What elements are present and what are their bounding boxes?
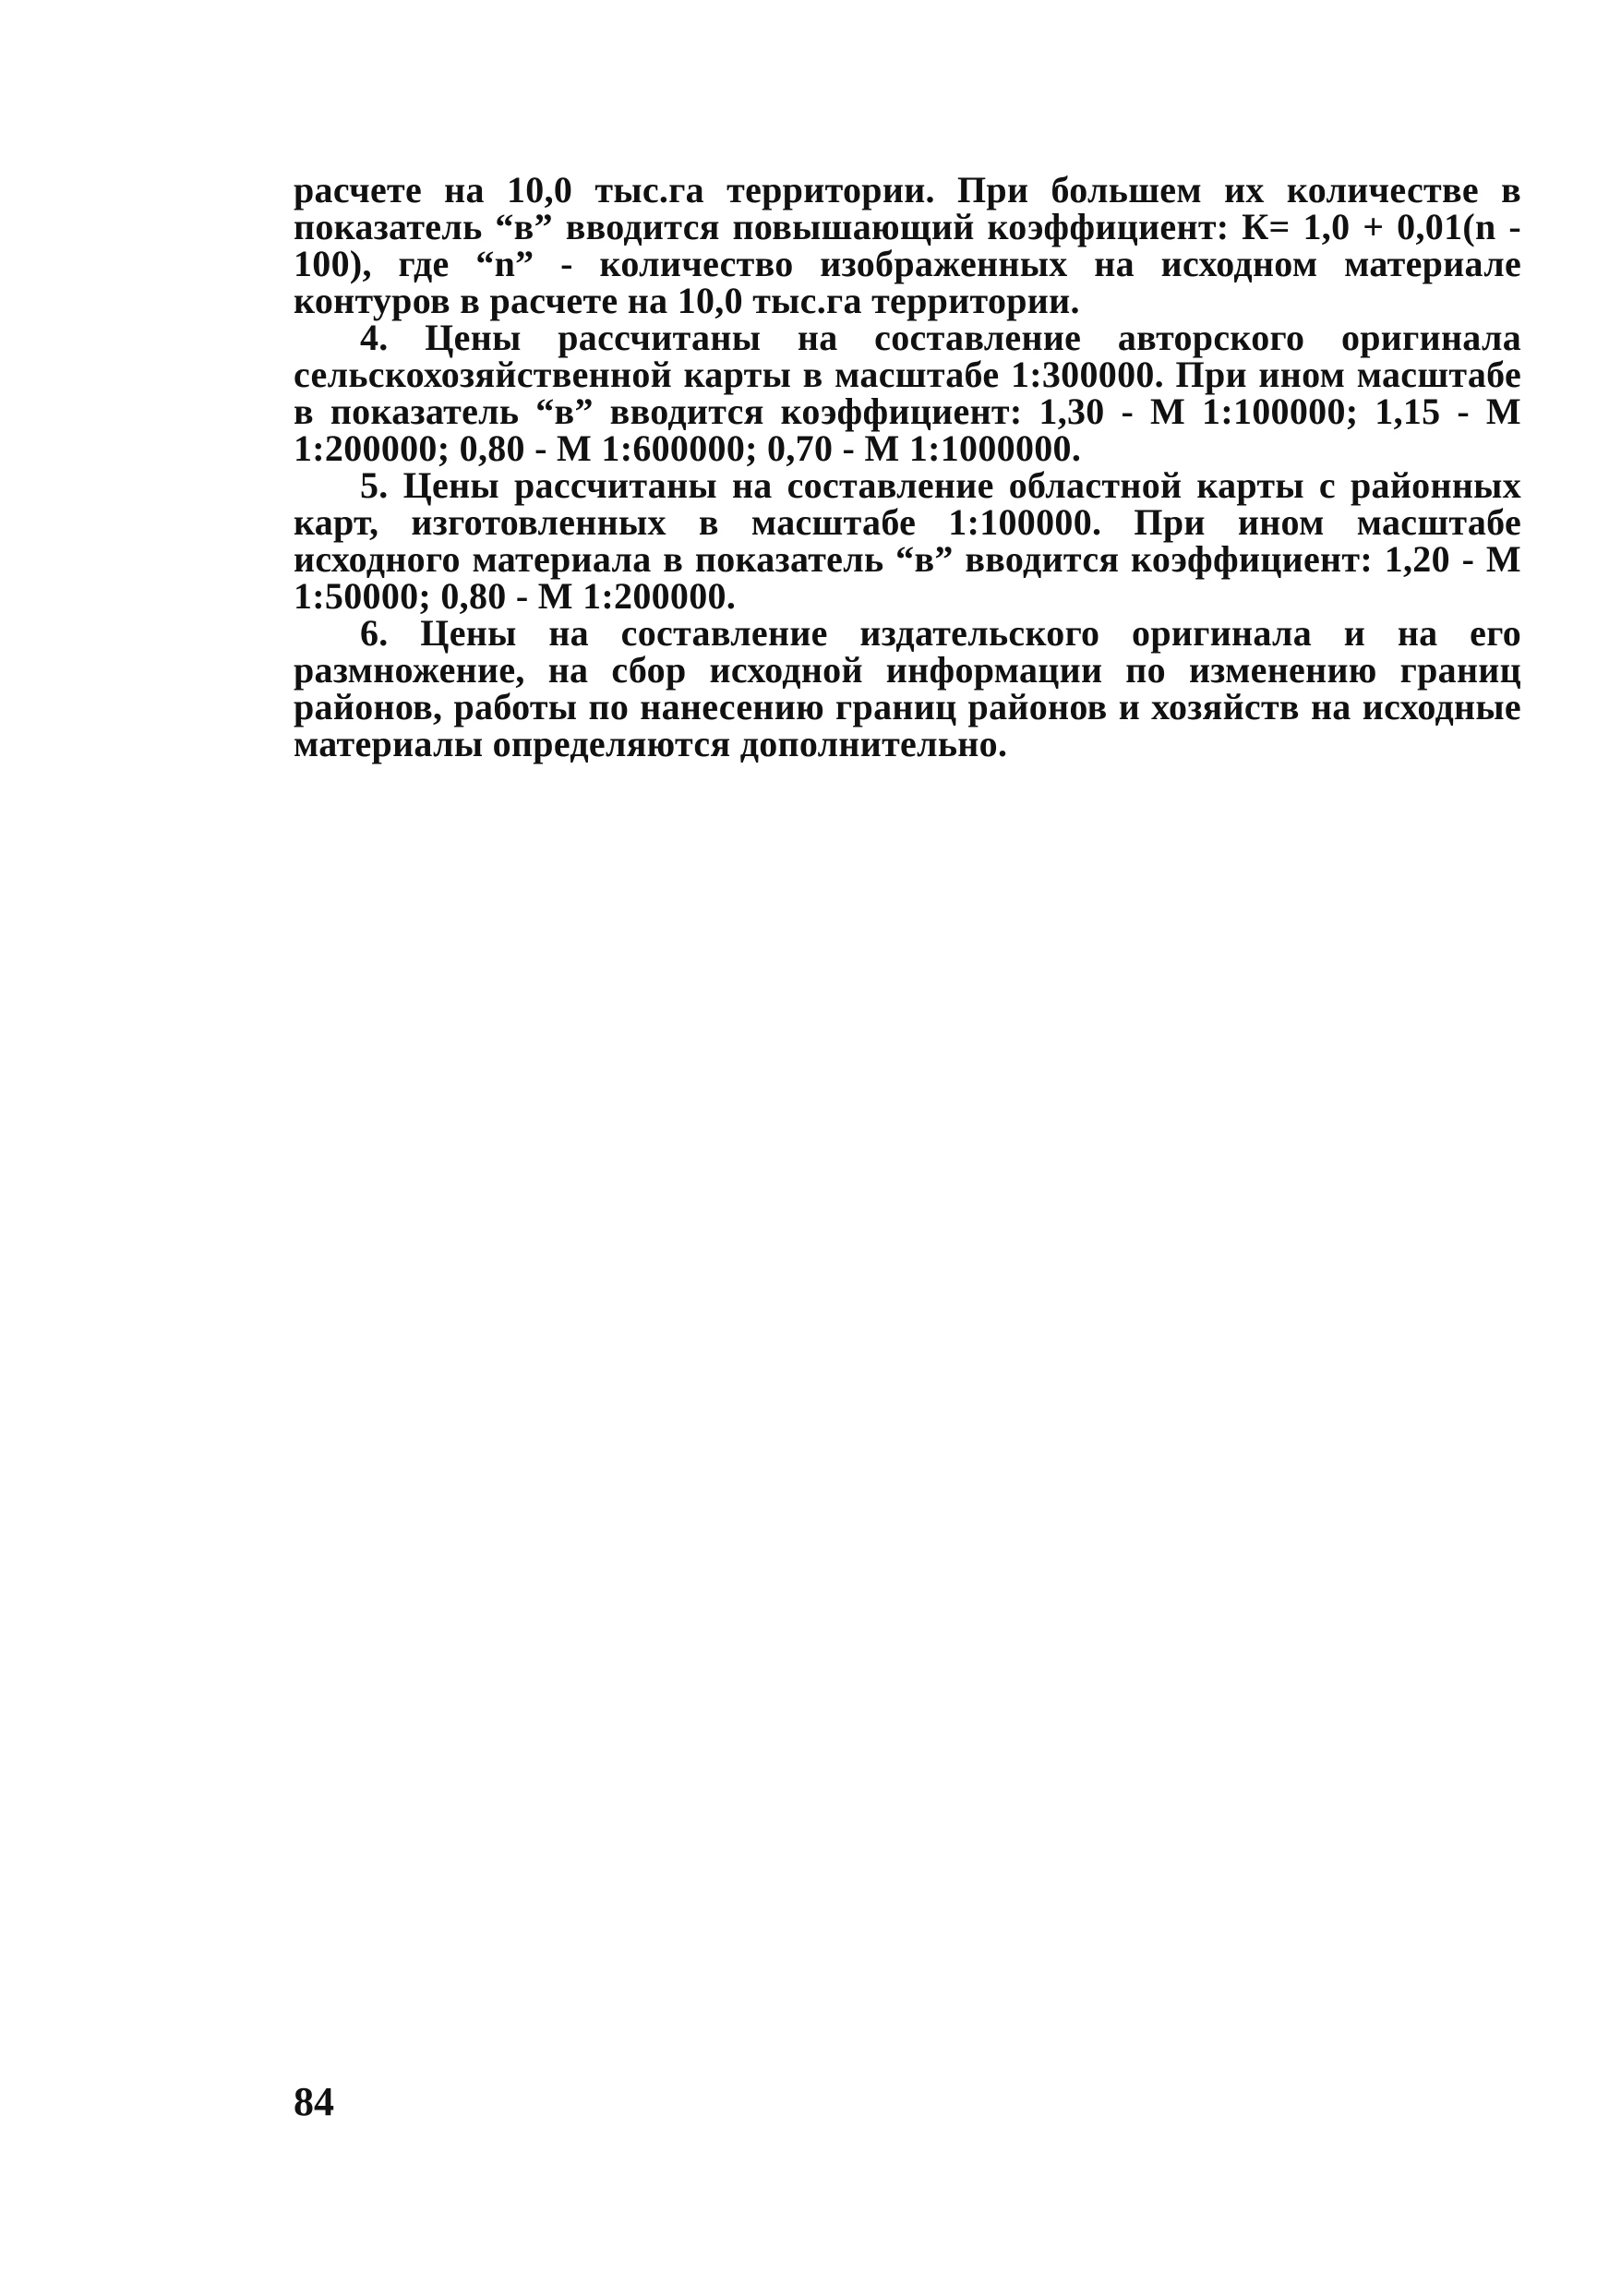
paragraph-item-5: 5. Цены рассчитаны на составление областной карты с районных карт, изготовленных в масштабе 1:100000. При ином масштабе исходного материала в показатель “в” вводится коэффициент: 1,20 - М 1:50000; 0,80 - М 1:200000.: [294, 464, 1521, 617]
body-text: [294, 169, 1521, 764]
paragraph-item-6: 6. Цены на составление издательского оригинала и на его размножение, на сбор исходной информации по изменению границ районов, работы по нанесению границ районов и хозяйств на исходные материалы определяются дополнительно.: [294, 612, 1521, 764]
paragraph-continuation: расчете на 10,0 тыс.га территории. При большем их количестве в показатель “в” вводится повышающий коэффициент: К= 1,0 + 0,01(n - 100), где “n” - количество изображенных на исходном материале контуров в расчете на 10,0 тыс.га территории.: [294, 169, 1521, 321]
page-number: 84: [294, 2079, 334, 2124]
paragraph-item-4: 4. Цены рассчитаны на составление авторского оригинала сельскохозяйственной карты в масштабе 1:300000. При ином масштабе в показатель “в” вводится коэффициент: 1,30 - М 1:100000; 1,15 - М 1:200000; 0,80 - М 1:600000; 0,70 - М 1:1000000.: [294, 317, 1521, 469]
